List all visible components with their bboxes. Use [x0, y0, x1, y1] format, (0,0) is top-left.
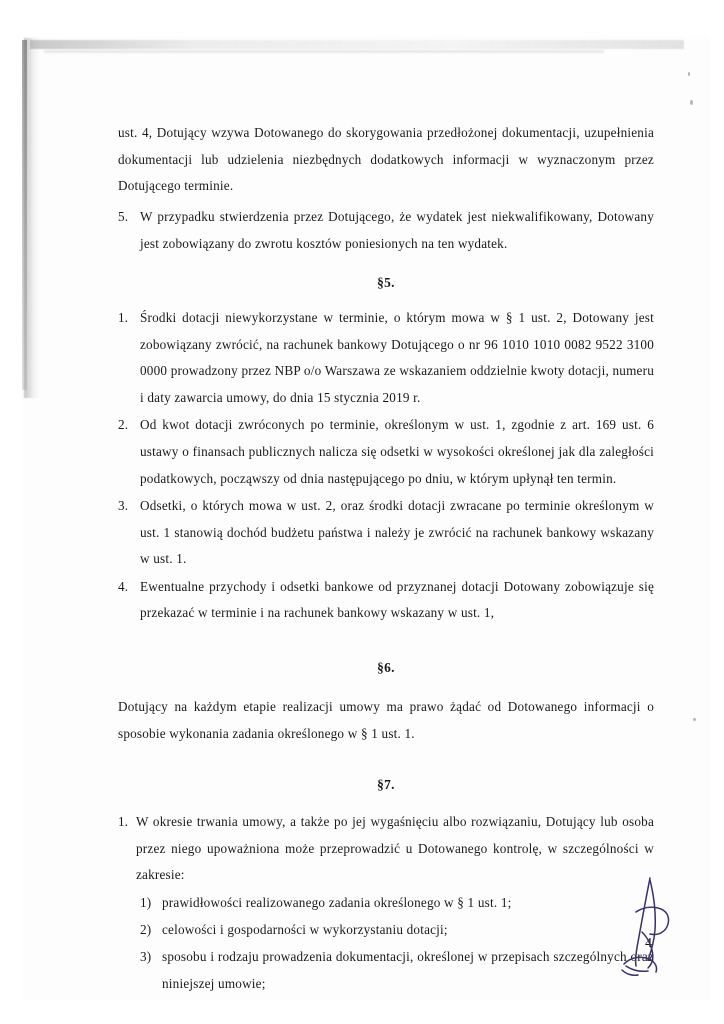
- list-item-text: W przypadku stwierdzenia przez Dotującego, że wydatek jest niekwalifikowany, Dotowany jest zobowiązany do zwrotu kosztów poniesionych na ten wydatek.: [140, 209, 654, 251]
- section-heading-6: §6.: [377, 659, 395, 675]
- section-heading-7: §7.: [377, 776, 395, 792]
- scan-artifact-top-band: [30, 40, 684, 49]
- list-item-text: W okresie trwania umowy, a także po jej wygaśnięciu albo rozwiązaniu, Dotujący lub osoba przez niego upoważniona może przeprowadzić u Dotowanego kontrolę, w szczególności w zakresie:: [136, 814, 654, 883]
- section-heading-5: §5.: [377, 274, 395, 290]
- sub-list-item-number: 3): [140, 949, 152, 965]
- list-item-number: 1.: [118, 814, 129, 830]
- sub-list-item: [118, 944, 654, 997]
- list-item-number: 1.: [118, 310, 129, 326]
- document-body: [118, 120, 654, 998]
- list-item-number: 2.: [118, 417, 129, 433]
- sub-list-item-number: 2): [140, 922, 152, 938]
- list-item-text: Środki dotacji niewykorzystane w terminie, o którym mowa w § 1 ust. 2, Dotowany jest zobowiązany zwrócić, na rachunek bankowy Dotującego o nr 96 1010 1010 0082 9522 3100 0000 prowadzony przez NBP o/o Warszawa ze wskazaniem oddzielnie kwoty dotacji, numeru i daty zawarcia umowy, do dnia 15 stycznia 2019 r.: [140, 310, 654, 406]
- list-item: [118, 412, 654, 492]
- scan-speck: [690, 100, 693, 105]
- scan-artifact-spine-edge: [22, 40, 27, 390]
- paragraph-continuation: ust. 4, Dotujący wzywa Dotowanego do skorygowania przedłożonej dokumentacji, uzupełnienia dokumentacji lub udzielenia niezbędnych dodatkowych informacji w wyznaczonym przez Dotującego terminie.: [118, 125, 654, 194]
- page-number: 4: [645, 936, 652, 951]
- list-item: [118, 574, 654, 627]
- list-item: [118, 305, 654, 412]
- list-item-number: 5.: [118, 209, 129, 225]
- list-item-number: 4.: [118, 578, 129, 594]
- scan-margin-bottom: [0, 1000, 724, 1024]
- sub-list-item: [118, 890, 654, 917]
- list-item-number: 3.: [118, 497, 129, 513]
- list-item-text: Ewentualne przychody i odsetki bankowe od przyznanej dotacji Dotowany zobowiązuje się przekazać w terminie i na rachunek bankowy wskazany w ust. 1,: [140, 578, 654, 621]
- list-item: [118, 809, 654, 889]
- list-item-text: Od kwot dotacji zwróconych po terminie, określonym w ust. 1, zgodnie z art. 169 ust. 6 ustawy o finansach publicznych nalicza się odsetki w wysokości określonej jak dla zaległości podatkowych, począwszy od dnia następującego po dniu, w którym upłynął ten termin.: [140, 417, 654, 486]
- scan-speck: [693, 718, 696, 721]
- scan-margin-right: [710, 0, 724, 1024]
- sub-list-item-text: celowości i gospodarności w wykorzystaniu dotacji;: [162, 922, 448, 938]
- list-item: [118, 204, 654, 257]
- sub-list-item-number: 1): [140, 894, 152, 910]
- scan-artifact-top-band-secondary: [44, 50, 604, 53]
- scan-margin-left: [0, 0, 22, 1024]
- scan-margin-top: [0, 0, 724, 36]
- sub-list-item-text: prawidłowości realizowanego zadania określonego w § 1 ust. 1;: [162, 894, 512, 910]
- sub-list-item: [118, 917, 654, 944]
- list-item: [118, 493, 654, 573]
- sub-list-item-text: sposobu i rodzaju prowadzenia dokumentacji, określonej w przepisach szczególnych oraz niniejszej umowie;: [162, 949, 654, 991]
- scan-speck: [688, 72, 690, 76]
- paragraph-section-6: Dotujący na każdym etapie realizacji umowy ma prawo żądać od Dotowanego informacji o sposobie wykonania zadania określonego w § 1 ust. 1.: [118, 699, 654, 741]
- list-item-text: Odsetki, o których mowa w ust. 2, oraz środki dotacji zwracane po terminie określonym w ust. 1 stanowią dochód budżetu państwa i należy je zwrócić na rachunek bankowy wskazany w ust. 1.: [140, 497, 654, 567]
